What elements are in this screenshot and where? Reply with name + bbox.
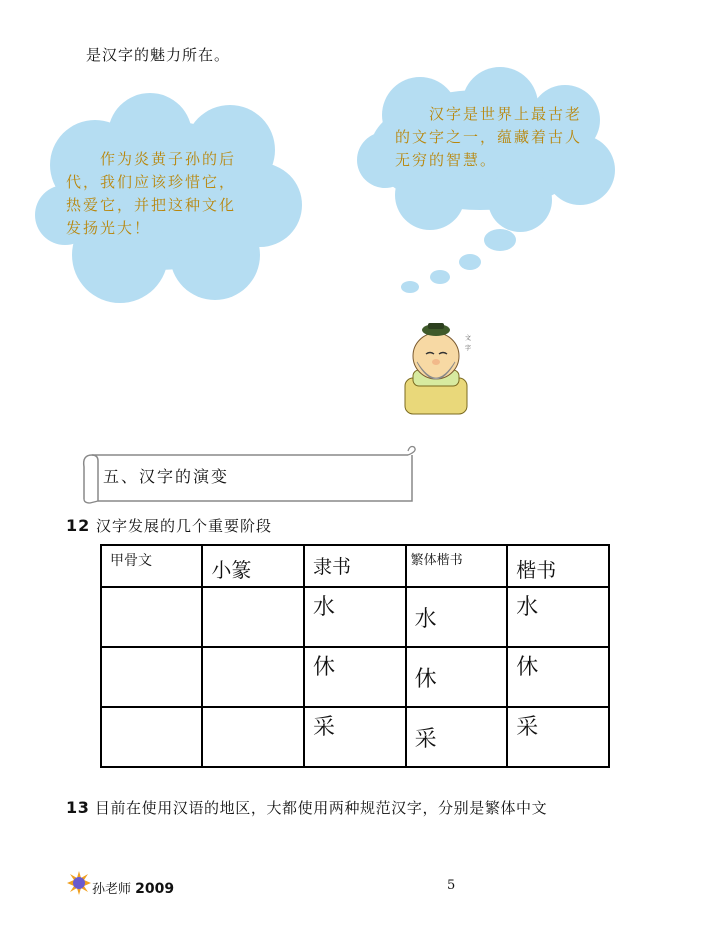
table-cell: [202, 587, 304, 647]
question-13-number: 13: [66, 798, 90, 817]
table-cell: 采: [304, 707, 406, 767]
header-cell: 繁体楷书: [406, 545, 508, 587]
table-header-row: [101, 545, 609, 587]
table-cell: 休: [304, 647, 406, 707]
table-cell: 采: [406, 707, 508, 767]
table-row: [101, 707, 609, 767]
table-cell: 休: [507, 647, 609, 707]
section-title: 五、汉字的演变: [103, 467, 230, 486]
svg-text:文: 文: [465, 335, 472, 342]
question-12-number: 12: [66, 516, 91, 535]
table-cell: [202, 647, 304, 707]
footer-year: 2009: [135, 881, 175, 897]
question-12-text: 汉字发展的几个重要阶段: [96, 517, 273, 535]
header-cell: 小篆: [202, 545, 304, 587]
footer-author-name: 孙老师: [92, 882, 132, 897]
left-bubble-text: 作为炎黄子孙的后代，我们应该珍惜它，热爱它，并把这种文化发扬光大！: [66, 150, 237, 237]
question-13-text: 目前在使用汉语的地区，大都使用两种规范汉字，分别是繁体中文: [94, 799, 548, 817]
sun-logo-icon: [66, 870, 92, 896]
intro-line: 是汉字的魅力所在。: [86, 46, 231, 64]
svg-text:字: 字: [465, 345, 472, 352]
question-13: [66, 797, 547, 818]
table-cell: 休: [406, 647, 508, 707]
table-cell: 水: [507, 587, 609, 647]
footer-author: [92, 878, 174, 897]
sage-character-illustration: [395, 318, 480, 418]
header-cell: 甲骨文: [101, 545, 202, 587]
table-row: [101, 647, 609, 707]
table-cell: 采: [507, 707, 609, 767]
table-row: [101, 587, 609, 647]
table-cell: 水: [406, 587, 508, 647]
table-cell: [202, 707, 304, 767]
page-number: 5: [447, 878, 456, 893]
table-cell: 水: [304, 587, 406, 647]
header-cell: 楷书: [507, 545, 609, 587]
question-12: [66, 515, 272, 536]
table-cell: [101, 587, 202, 647]
table-cell: [101, 707, 202, 767]
table-cell: [101, 647, 202, 707]
thought-trail: [401, 229, 516, 293]
evolution-table: [100, 544, 610, 768]
header-cell: 隶书: [304, 545, 406, 587]
right-bubble-text: 汉字是世界上最古老的文字之一，蕴藏着古人无穷的智慧。: [395, 105, 583, 169]
